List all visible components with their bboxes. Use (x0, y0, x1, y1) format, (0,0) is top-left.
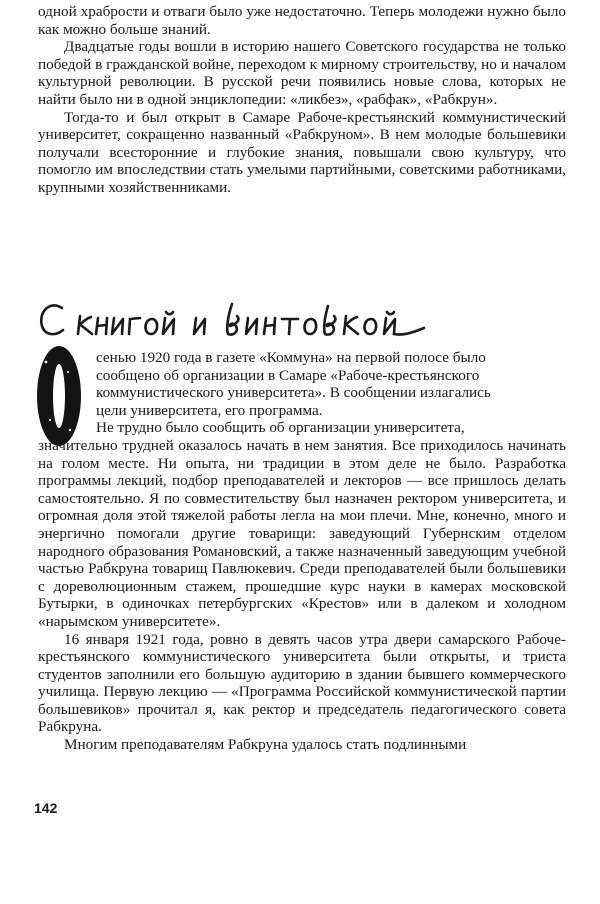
chapter-heading-script (36, 294, 456, 344)
intro-section (38, 3, 566, 197)
paragraph: Тогда-то и был открыт в Самаре Рабоче-крестьянский коммунистический университет, сокращенно названный «Рабкруном». В нем молодые большевики получали всесторонние и глубокие знания, повышали свою культуру, что помогло им впоследствии стать умелыми партийными, советскими работниками, крупными хозяйственниками. (38, 108, 566, 196)
paragraph: одной храбрости и отваги было уже недостаточно. Теперь молодежи нужно было как можно больше знаний. (38, 3, 566, 38)
page-number: 142 (34, 800, 58, 816)
paragraph: Многим преподавателям Рабкруна удалось стать подлинными (64, 736, 467, 754)
hang-line: коммунистического университета». В сообщении излагались (96, 384, 491, 402)
hang-line: цели университета, его программа. (96, 401, 323, 419)
chapter-section (38, 349, 566, 754)
hang-line: сообщено об организации в Самаре «Рабоче-крестьянского (96, 366, 480, 384)
paragraph: 16 января 1921 года, ровно в девять часов утра двери самарского Рабоче-крестьянского коммунистического университета были открыты, и триста студентов заполнили его большую аудиторию в здании бывшего коммерческого училища. Первую лекцию — «Программа Российской коммунистической партии большевиков» прочитал я, как ректор и председатель педагогического совета Рабкруна. (38, 630, 566, 736)
paragraph: Двадцатые годы вошли в историю нашего Советского государства не только победой в гражданской войне, переходом к мирному строительству, но и началом культурной революции. В русской речи появились новые слова, которых не найти было ни в одной энциклопедии: «ликбез», «рабфак», «Рабкрун». (38, 38, 566, 108)
hang-line: сенью 1920 года в газете «Коммуна» на первой полосе было (96, 349, 486, 366)
hang-line: Не трудно было сообщить об организации университета, (96, 419, 465, 437)
paragraph: значительно трудней оказалось начать в нем занятия. Все приходилось начинать на голом месте. Ни опыта, ни традиции в этом деле не было. Разработка программы лекций, подбор преподавателей и лекторов — все пришлось делать самостоятельно. Я по совместительству был назначен ректором университета, и огромная доля этой тяжелой работы легла на мои плечи. Мне, конечно, много и энергично помогали другие товарищи: заведующий Губернским отделом народного образования Романовский, а также назначенный заведующим учебной частью Рабкруна товарищ Павлюкевич. Среди преподавателей были большевики с дореволюционным стажем, прошедшие курс науки в камерах московской Бутырки, в одиночках петербургских «Крестов» или в далеком и холодном «нарымском университете». (38, 436, 566, 630)
